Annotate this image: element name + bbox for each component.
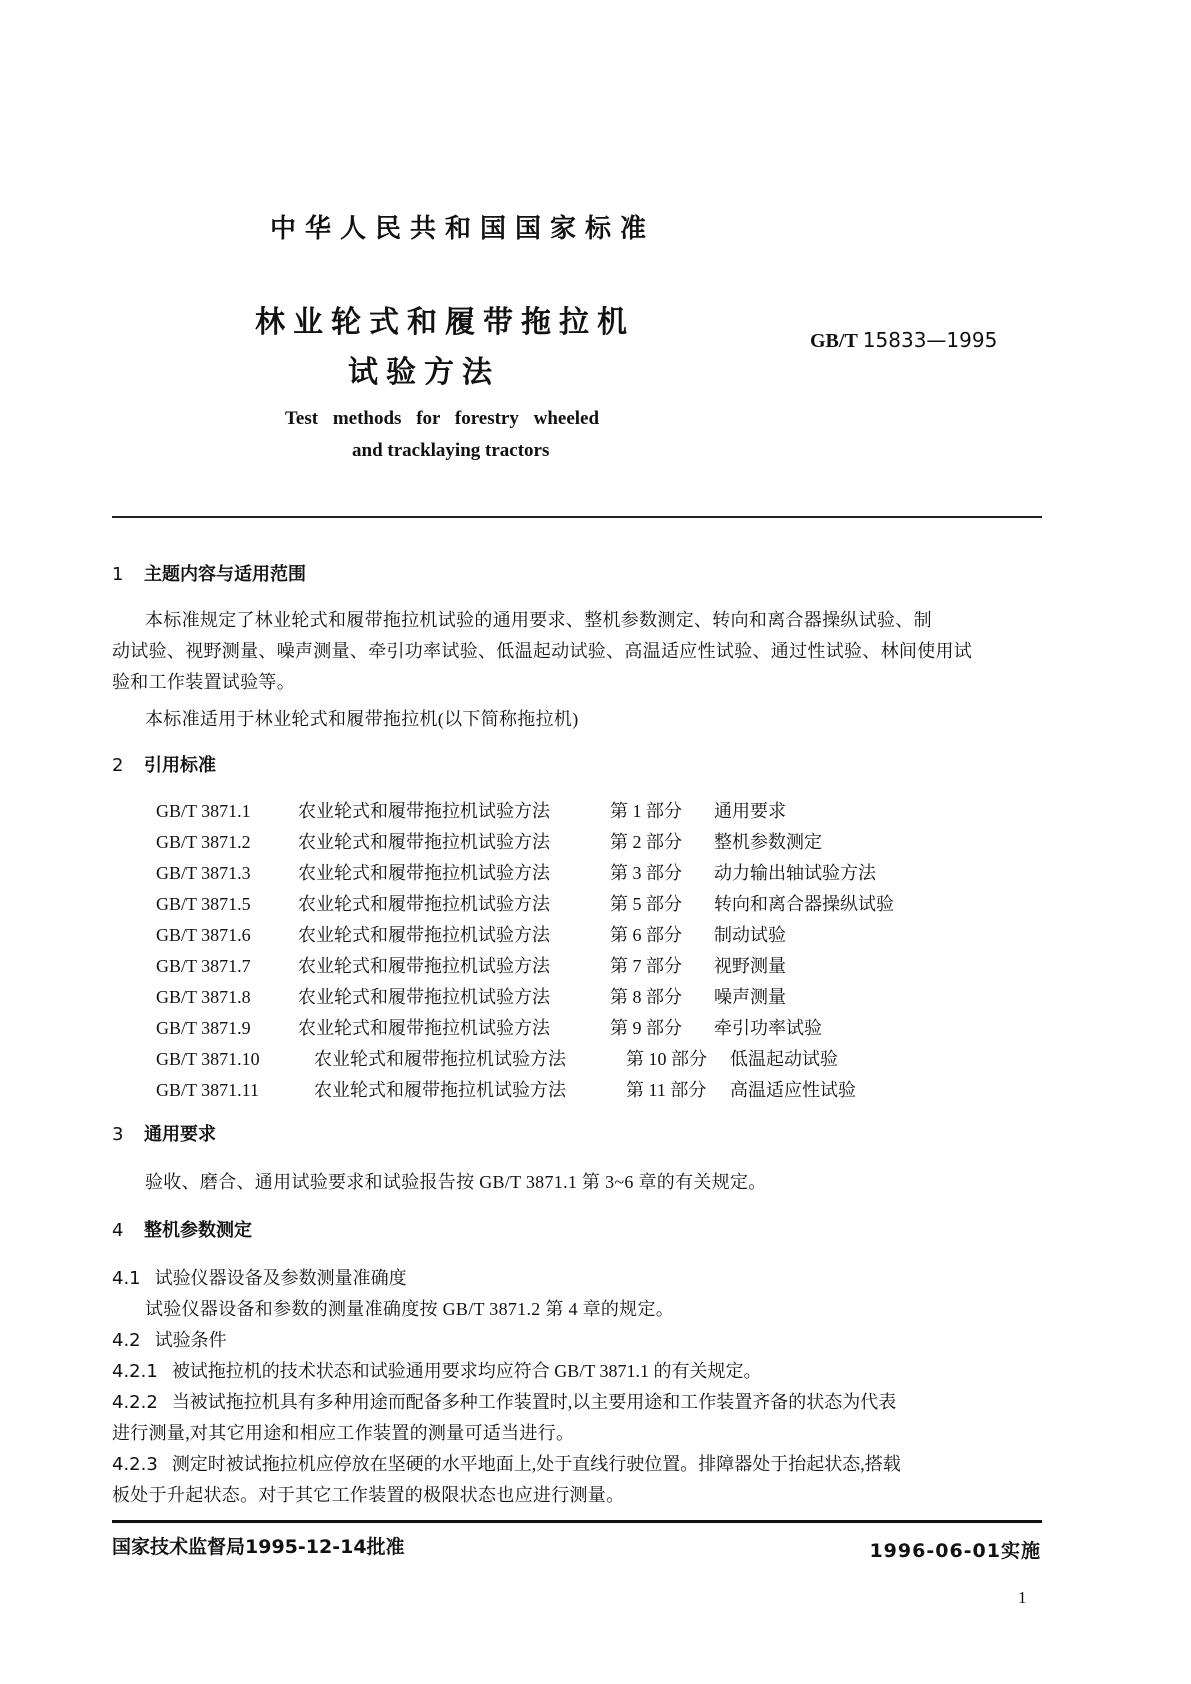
section-1-heading xyxy=(112,560,306,586)
standard-code-prefix: GB/T xyxy=(810,330,858,352)
reference-code: GB/T 3871.10 xyxy=(156,1049,260,1069)
reference-subject: 转向和离合器操纵试验 xyxy=(714,894,894,914)
reference-part: 第 3 部分 xyxy=(610,863,682,883)
footer-divider xyxy=(112,1520,1042,1523)
section-1-scope-paragraph: 本标准适用于林业轮式和履带拖拉机(以下简称拖拉机) xyxy=(145,709,579,729)
reference-code: GB/T 3871.7 xyxy=(156,956,251,976)
section-1-paragraph-line1: 本标准规定了林业轮式和履带拖拉机试验的通用要求、整机参数测定、转向和离合器操纵试验、制 xyxy=(145,610,932,630)
reference-title: 农业轮式和履带拖拉机试验方法 xyxy=(314,1049,566,1069)
section-title: 引用标准 xyxy=(144,755,216,776)
reference-row xyxy=(156,890,894,916)
reference-code: GB/T 3871.6 xyxy=(156,925,251,945)
reference-row xyxy=(156,921,786,947)
subsection-number: 4.1 xyxy=(112,1268,141,1289)
section-1-paragraph-line2: 动试验、视野测量、噪声测量、牵引功率试验、低温起动试验、高温适应性试验、通过性试验、林间使用试 xyxy=(112,641,973,661)
reference-part: 第 8 部分 xyxy=(610,987,682,1007)
clause-number: 4.2.3 xyxy=(112,1454,158,1475)
reference-part: 第 10 部分 xyxy=(626,1049,707,1069)
document-title-en-line2: and tracklaying tractors xyxy=(352,440,550,461)
page-number: 1 xyxy=(1018,1588,1027,1607)
document-title-cn-line1: 林业轮式和履带拖拉机 xyxy=(255,305,635,340)
reference-row xyxy=(156,859,876,885)
reference-subject: 动力输出轴试验方法 xyxy=(714,863,876,883)
document-title-cn-line2: 试验方法 xyxy=(348,355,500,390)
section-3-heading xyxy=(112,1120,216,1146)
reference-title: 农业轮式和履带拖拉机试验方法 xyxy=(298,801,550,821)
section-number: 3 xyxy=(112,1124,124,1145)
clause-4-2-1 xyxy=(112,1357,762,1383)
reference-subject: 低温起动试验 xyxy=(730,1049,838,1069)
subsection-4-1-heading xyxy=(112,1264,407,1290)
clause-4-2-2-line1 xyxy=(112,1388,896,1414)
section-4-heading xyxy=(112,1216,252,1242)
reference-title: 农业轮式和履带拖拉机试验方法 xyxy=(298,987,550,1007)
document-title-en-line1: Test methods for forestry wheeled xyxy=(285,408,600,429)
clause-number: 4.2.2 xyxy=(112,1392,158,1413)
reference-part: 第 5 部分 xyxy=(610,894,682,914)
header-divider xyxy=(112,516,1042,518)
reference-subject: 整机参数测定 xyxy=(714,832,822,852)
section-title: 通用要求 xyxy=(144,1124,216,1145)
reference-part: 第 9 部分 xyxy=(610,1018,682,1038)
reference-title: 农业轮式和履带拖拉机试验方法 xyxy=(298,832,550,852)
reference-part: 第 7 部分 xyxy=(610,956,682,976)
clause-4-2-2-line2: 进行测量,对其它用途和相应工作装置的测量可适当进行。 xyxy=(112,1423,575,1443)
clause-text: 当被试拖拉机具有多种用途而配备多种工作装置时,以主要用途和工作装置齐备的状态为代表 xyxy=(171,1392,897,1412)
section-number: 4 xyxy=(112,1220,124,1241)
reference-title: 农业轮式和履带拖拉机试验方法 xyxy=(298,956,550,976)
reference-title: 农业轮式和履带拖拉机试验方法 xyxy=(298,894,550,914)
reference-row xyxy=(156,1045,838,1071)
reference-subject: 视野测量 xyxy=(714,956,786,976)
reference-row xyxy=(156,952,786,978)
reference-row xyxy=(156,828,822,854)
subsection-title: 试验仪器设备及参数测量准确度 xyxy=(154,1268,407,1288)
subsection-number: 4.2 xyxy=(112,1330,141,1351)
section-1-paragraph-line3: 验和工作装置试验等。 xyxy=(112,672,295,692)
clause-4-2-3-line1 xyxy=(112,1450,901,1476)
reference-code: GB/T 3871.11 xyxy=(156,1080,260,1100)
reference-subject: 通用要求 xyxy=(714,801,786,821)
reference-code: GB/T 3871.1 xyxy=(156,801,251,821)
reference-title: 农业轮式和履带拖拉机试验方法 xyxy=(298,925,550,945)
reference-code: GB/T 3871.5 xyxy=(156,894,251,914)
reference-part: 第 11 部分 xyxy=(626,1080,707,1100)
section-3-paragraph: 验收、磨合、通用试验要求和试验报告按 GB/T 3871.1 第 3~6 章的有关规定。 xyxy=(145,1172,767,1192)
reference-row xyxy=(156,983,786,1009)
standard-code xyxy=(810,328,997,353)
subsection-title: 试验条件 xyxy=(154,1330,227,1350)
reference-subject: 噪声测量 xyxy=(714,987,786,1007)
section-title: 整机参数测定 xyxy=(144,1220,252,1241)
reference-part: 第 1 部分 xyxy=(610,801,682,821)
reference-row xyxy=(156,1014,822,1040)
section-2-heading xyxy=(112,751,216,777)
reference-subject: 牵引功率试验 xyxy=(714,1018,822,1038)
reference-code: GB/T 3871.2 xyxy=(156,832,251,852)
reference-code: GB/T 3871.8 xyxy=(156,987,251,1007)
clause-text: 测定时被试拖拉机应停放在坚硬的水平地面上,处于直线行驶位置。排障器处于抬起状态,搭载 xyxy=(171,1454,901,1474)
reference-part: 第 6 部分 xyxy=(610,925,682,945)
clause-number: 4.2.1 xyxy=(112,1361,158,1382)
reference-title: 农业轮式和履带拖拉机试验方法 xyxy=(298,863,550,883)
subsection-4-1-paragraph: 试验仪器设备和参数的测量准确度按 GB/T 3871.2 第 4 章的规定。 xyxy=(145,1299,675,1319)
reference-subject: 制动试验 xyxy=(714,925,786,945)
reference-row xyxy=(156,1076,856,1102)
effective-date: 1996-06-01实施 xyxy=(869,1540,1041,1562)
reference-code: GB/T 3871.3 xyxy=(156,863,251,883)
reference-title: 农业轮式和履带拖拉机试验方法 xyxy=(314,1080,566,1100)
clause-text: 被试拖拉机的技术状态和试验通用要求均应符合 GB/T 3871.1 的有关规定。 xyxy=(171,1361,762,1381)
section-number: 2 xyxy=(112,755,124,776)
reference-part: 第 2 部分 xyxy=(610,832,682,852)
standard-code-number: 15833—1995 xyxy=(862,328,998,352)
reference-code: GB/T 3871.9 xyxy=(156,1018,251,1038)
subsection-4-2-heading xyxy=(112,1326,227,1352)
section-title: 主题内容与适用范围 xyxy=(144,564,306,585)
reference-subject: 高温适应性试验 xyxy=(730,1080,856,1100)
section-number: 1 xyxy=(112,564,124,585)
reference-title: 农业轮式和履带拖拉机试验方法 xyxy=(298,1018,550,1038)
national-standard-heading: 中华人民共和国国家标准 xyxy=(270,214,656,244)
reference-row xyxy=(156,797,786,823)
clause-4-2-3-line2: 板处于升起状态。对于其它工作装置的极限状态也应进行测量。 xyxy=(112,1485,625,1505)
approval-date: 国家技术监督局1995-12-14批准 xyxy=(112,1536,405,1558)
